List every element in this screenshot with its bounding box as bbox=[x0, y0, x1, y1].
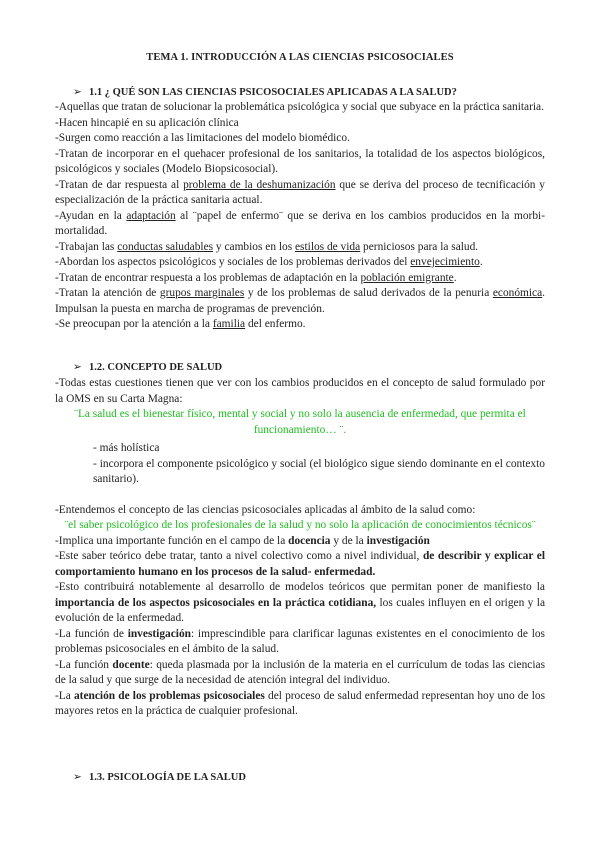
paragraph: -Todas estas cuestiones tienen que ver con los cambios producidos en el concepto de salud formulado por la OMS en su Carta Magna: bbox=[55, 377, 545, 405]
text-span: -Trabajan las bbox=[55, 240, 118, 253]
text-span: . bbox=[479, 256, 483, 268]
underlined-term: población emigrante bbox=[360, 271, 454, 284]
text-span: -Esto contribuirá notablemente al desarrollo de modelos teóricos que permitan poner de manifiesto la bbox=[55, 581, 545, 593]
paragraph bbox=[55, 689, 545, 720]
section-2-heading-text: 1.2. CONCEPTO DE SALUD bbox=[89, 362, 223, 373]
paragraph bbox=[55, 549, 545, 580]
paragraph bbox=[55, 658, 545, 689]
arrow-bullet-icon: ➢ bbox=[73, 362, 82, 373]
section-1-body bbox=[55, 100, 545, 333]
text-span: del proceso de salud enfermedad representan hoy uno de los mayores retos en la práctica de cualquier profesional. bbox=[55, 689, 546, 717]
arrow-bullet-icon: ➢ bbox=[73, 87, 82, 98]
underlined-term: envejecimiento bbox=[410, 256, 480, 268]
psychosocial-definition-quote: ¨el saber psicológico de los profesionales de la salud y no solo la aplicación de conocimientos técnicos¨ bbox=[64, 519, 536, 531]
spacer bbox=[55, 488, 545, 503]
text-span: -La función de bbox=[55, 627, 128, 640]
paragraph: -Entendemos el concepto de las ciencias psicosociales aplicadas al ámbito de la salud como: bbox=[55, 503, 476, 516]
text-span: al ¨papel de enfermo¨ que se deriva en los cambios producidos en la morbi-mortalidad. bbox=[55, 209, 546, 237]
paragraph bbox=[55, 209, 545, 240]
list-item: - incorpora el componente psicológico y social (el biológico sigue siendo dominante en el contexto sanitario). bbox=[93, 457, 545, 485]
text-span: . bbox=[453, 271, 457, 284]
paragraph bbox=[55, 271, 545, 287]
bold-term: docencia bbox=[288, 534, 331, 547]
underlined-term: familia bbox=[212, 318, 246, 330]
document-title: TEMA 1. INTRODUCCIÓN A LAS CIENCIAS PSICOSOCIALES bbox=[146, 52, 454, 63]
paragraph bbox=[55, 178, 545, 209]
bold-term: investigación bbox=[366, 534, 430, 547]
underlined-term: económica bbox=[492, 287, 543, 299]
paragraph: -Hacen hincapié en su aplicación clínica bbox=[55, 116, 239, 129]
bold-term: docente bbox=[112, 658, 150, 671]
text-span: y de los problemas de salud derivados de la penuria bbox=[244, 287, 493, 299]
text-span: : imprescindible para clarificar lagunas existentes en el conocimiento de los problemas psicosociales en el ámbito de la salud. bbox=[55, 627, 545, 655]
underlined-term: estilos de vida bbox=[295, 240, 361, 253]
paragraph bbox=[55, 286, 545, 317]
text-span: perniciosos para la salud. bbox=[360, 240, 479, 253]
text-span: los cuales influyen en el origen y la evolución de la enfermedad. bbox=[55, 596, 545, 624]
section-3-heading bbox=[73, 771, 246, 783]
bold-term: investigación bbox=[127, 627, 191, 640]
paragraph: -Surgen como reacción a las limitaciones del modelo biomédico. bbox=[55, 132, 350, 144]
paragraph: -Aquellas que tratan de solucionar la problemática psicológica y social que subyace en la práctica sanitaria. bbox=[55, 101, 544, 113]
paragraph bbox=[55, 627, 545, 658]
bold-term: importancia de los aspectos psicosociales en la práctica cotidiana, bbox=[55, 596, 377, 609]
section-1-heading bbox=[73, 86, 457, 98]
text-span: -La bbox=[55, 689, 74, 702]
text-span: : queda plasmada por la inclusión de la materia en el currículum de todas las ciencias de la salud y que surge de la necesidad de atención integral del individuo. bbox=[55, 658, 545, 686]
paragraph: -Tratan de incorporar en el quehacer profesional de los sanitarios, la totalidad de los aspectos biológicos, psicológicos y sociales (Modelo Biopsicosocial). bbox=[55, 147, 545, 175]
text-span: que se deriva del proceso de tecnificación y especialización de la práctica sanitaria actual. bbox=[55, 178, 546, 206]
paragraph bbox=[55, 317, 545, 333]
who-definition-quote: ¨La salud es el bienestar físico, mental y social y no solo la ausencia de enfermedad, que permita el funcionamiento… ¨. bbox=[74, 408, 526, 436]
section-2-body bbox=[55, 376, 545, 720]
bold-term: atención de los problemas psicosociales bbox=[73, 689, 265, 702]
text-span: y cambios en los bbox=[213, 240, 295, 253]
paragraph bbox=[55, 240, 545, 256]
text-span: -Tratan de encontrar respuesta a los problemas de adaptación en la bbox=[55, 271, 361, 284]
text-span: -Este saber teórico debe tratar, tanto a nivel colectivo como a nivel individual, bbox=[55, 550, 423, 562]
underlined-term: grupos marginales bbox=[159, 287, 245, 299]
paragraph bbox=[55, 534, 545, 550]
text-span: -Abordan los aspectos psicológicos y sociales de los problemas derivados del bbox=[55, 256, 411, 268]
text-span: . Impulsan la puesta en marcha de programas de prevención. bbox=[55, 287, 546, 315]
paragraph bbox=[55, 255, 545, 271]
text-span: del enfermo. bbox=[245, 318, 306, 330]
section-1-heading-text: 1.1 ¿ QUÉ SON LAS CIENCIAS PSICOSOCIALES APLICADAS A LA SALUD? bbox=[89, 87, 457, 98]
text-span: -Tratan la atención de bbox=[55, 287, 160, 299]
arrow-bullet-icon: ➢ bbox=[73, 772, 82, 783]
text-span: -Ayudan en la bbox=[55, 209, 127, 222]
list-item: - más holística bbox=[93, 442, 160, 454]
paragraph bbox=[55, 580, 545, 627]
section-3-heading-text: 1.3. PSICOLOGÍA DE LA SALUD bbox=[89, 772, 246, 783]
text-span: -Tratan de dar respuesta al bbox=[55, 178, 184, 191]
underlined-term: adaptación bbox=[126, 209, 176, 222]
section-2-heading bbox=[73, 361, 222, 373]
text-span: -Implica una importante función en el campo de la bbox=[55, 534, 289, 547]
underlined-term: conductas saludables bbox=[117, 240, 214, 253]
text-span: -La función bbox=[55, 658, 113, 671]
underlined-term: problema de la deshumanización bbox=[183, 178, 336, 191]
bold-term: de describir y explicar el comportamiento humano en los procesos de la salud- enfermedad. bbox=[55, 550, 545, 578]
text-span: y de la bbox=[330, 534, 367, 547]
text-span: -Se preocupan por la atención a la bbox=[55, 318, 213, 330]
